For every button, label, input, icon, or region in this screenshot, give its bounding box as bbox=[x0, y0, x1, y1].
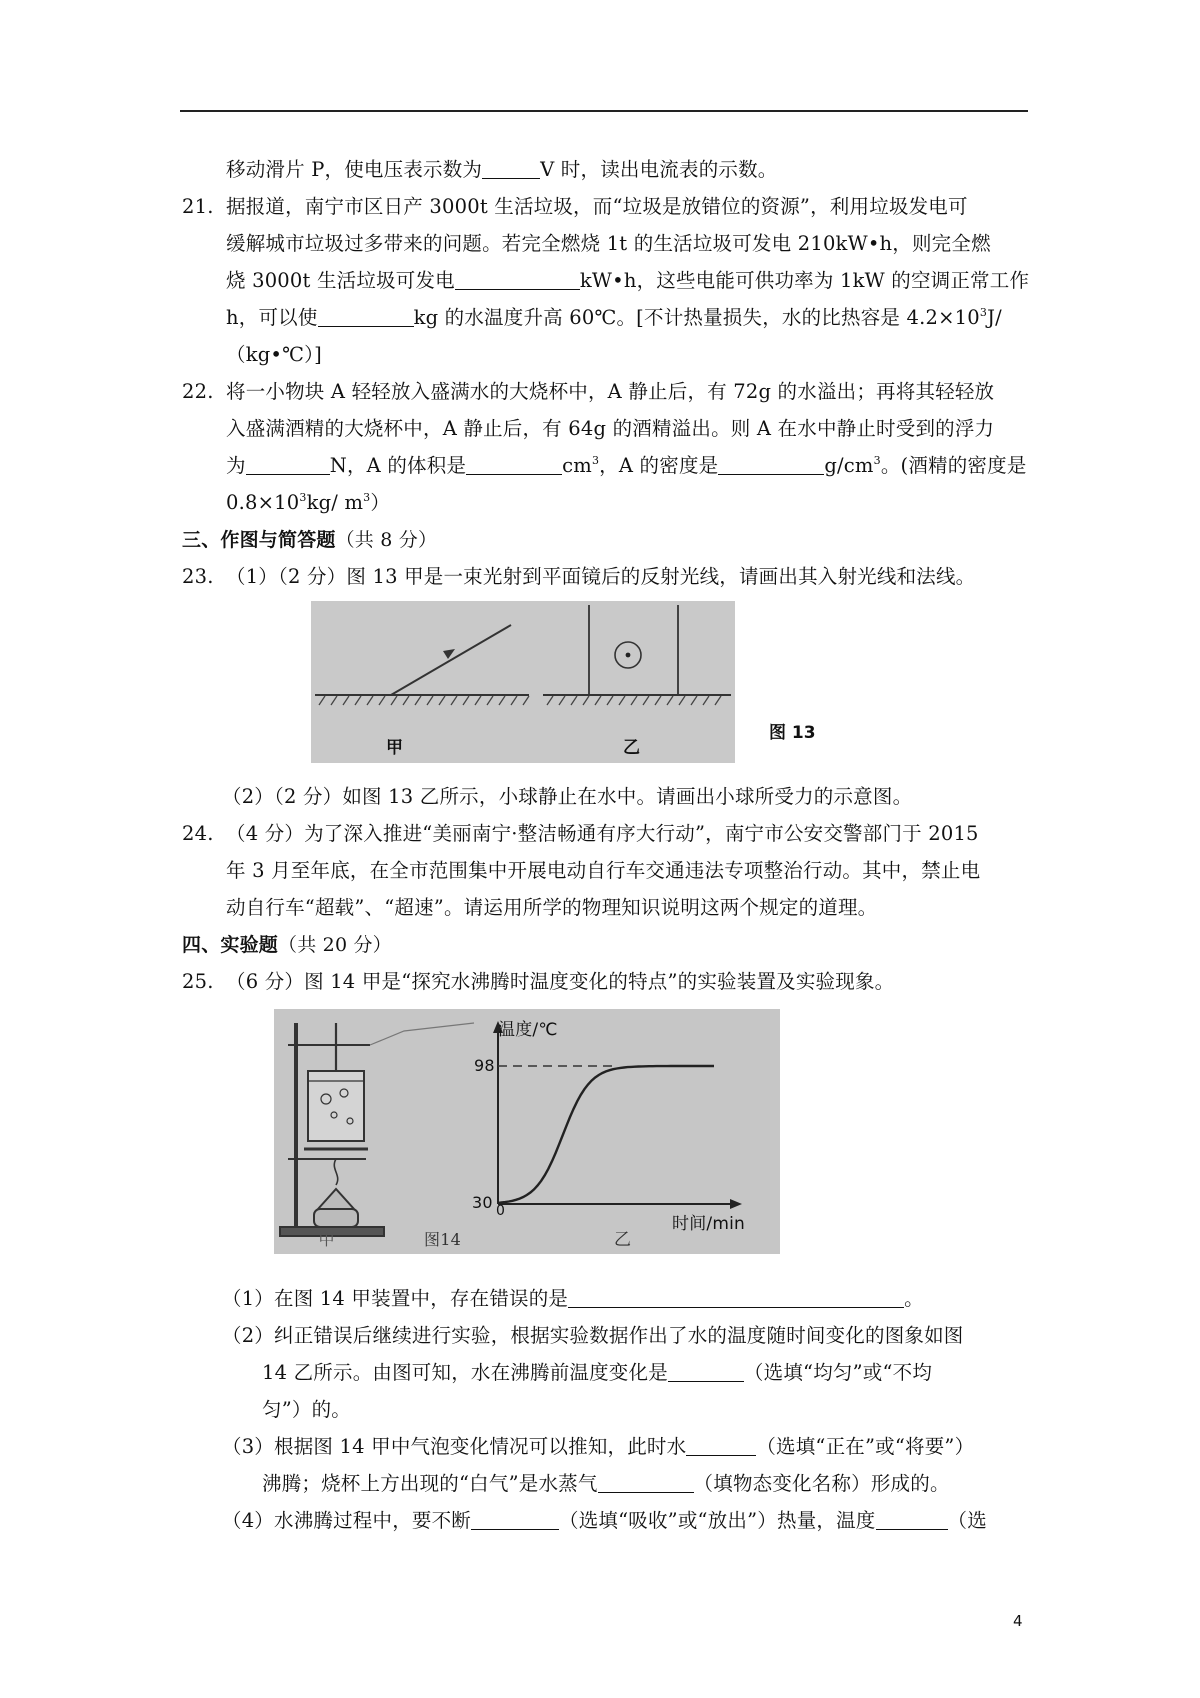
section3-heading bbox=[182, 527, 437, 553]
q21-l4-mid: kg 的水温度升高 60℃。[不计热量损失，水的比热容是 4.2×10 bbox=[413, 306, 980, 329]
figure-14-label-yi: 乙 bbox=[614, 1230, 632, 1250]
q22-l3-f: 。(酒精的密度是 bbox=[880, 454, 1027, 477]
figure-14 bbox=[274, 1009, 780, 1254]
figure-13-label-jia: 甲 bbox=[386, 738, 403, 758]
q22-l3-sup2: 3 bbox=[873, 454, 881, 467]
header-rule bbox=[180, 110, 1028, 112]
q25-sub2-line2 bbox=[262, 1360, 932, 1386]
figure-14-label-jia: 甲 bbox=[318, 1230, 336, 1250]
q25-blank-heat[interactable] bbox=[471, 1509, 559, 1530]
q22-l3-e: g/cm bbox=[824, 454, 874, 477]
y-tick-30: 30 bbox=[472, 1193, 493, 1212]
q24-line1: （4 分）为了深入推进“美丽南宁·整洁畅通有序大行动”，南宁市公安交警部门于 2015 bbox=[226, 822, 979, 845]
q25-s4-a: （4）水沸腾过程中，要不断 bbox=[222, 1509, 472, 1532]
q24-line2: 年 3 月至年底，在全市范围集中开展电动自行车交通违法专项整治行动。其中，禁止电 bbox=[226, 859, 981, 882]
q25-sub2-line1: （2）纠正错误后继续进行实验，根据实验数据作出了水的温度随时间变化的图象如图 bbox=[222, 1324, 964, 1347]
q22-blank-buoyancy[interactable] bbox=[246, 454, 330, 475]
ray-arrow bbox=[443, 649, 455, 659]
ball-center bbox=[626, 653, 631, 658]
q21-line5: （kg•℃）] bbox=[226, 343, 322, 366]
q21-blank-mass[interactable] bbox=[318, 306, 414, 327]
q25-sub3-line1 bbox=[222, 1434, 974, 1460]
page-number: 4 bbox=[1013, 1612, 1023, 1630]
q25-sub3-line2 bbox=[262, 1471, 950, 1497]
q22-l4-sup2: 3 bbox=[363, 491, 371, 504]
q25-s3l2-pre: 沸腾；烧杯上方出现的“白气”是水蒸气 bbox=[262, 1472, 598, 1495]
flame bbox=[334, 1159, 337, 1185]
q25-number: 25. bbox=[182, 970, 214, 993]
q25-blank-boiling[interactable] bbox=[686, 1435, 756, 1456]
q22-l3-d: ，A 的密度是 bbox=[599, 454, 719, 477]
q25-intro: （6 分）图 14 甲是“探究水沸腾时温度变化的特点”的实验装置及实验现象。 bbox=[226, 970, 895, 993]
x-axis-label: 时间/min bbox=[672, 1214, 745, 1234]
q25-s1-post: 。 bbox=[904, 1287, 924, 1310]
q22-line4 bbox=[226, 490, 390, 516]
section4-heading bbox=[182, 932, 392, 958]
q23-part2: （2）（2 分）如图 13 乙所示，小球静止在水中。请画出小球所受力的示意图。 bbox=[222, 785, 913, 808]
q21-l4-pre: h，可以使 bbox=[226, 306, 318, 329]
q21-line3 bbox=[226, 268, 1029, 294]
q25-sub1 bbox=[222, 1286, 924, 1312]
y-axis-label: 温度/℃ bbox=[498, 1020, 558, 1040]
y-tick-98: 98 bbox=[474, 1056, 495, 1075]
q25-blank-uniform[interactable] bbox=[668, 1361, 744, 1382]
q21-number: 21. bbox=[182, 195, 214, 218]
q22-l3-c: cm bbox=[562, 454, 592, 477]
q21-line4 bbox=[226, 305, 1002, 331]
q25-s3l2-post: （填物态变化名称）形成的。 bbox=[693, 1472, 950, 1495]
x-axis-arrow bbox=[730, 1199, 742, 1209]
q22-line3 bbox=[226, 453, 1027, 479]
q21-l4-post: J/ bbox=[987, 306, 1002, 329]
q21-line1: 据报道，南宁市区日产 3000t 生活垃圾，而“垃圾是放错位的资源”，利用垃圾发电可 bbox=[226, 195, 968, 218]
q22-blank-volume[interactable] bbox=[466, 454, 562, 475]
q25-s4-c: （选 bbox=[947, 1509, 987, 1532]
q20-tail-line bbox=[226, 157, 778, 183]
q22-l4-a: 0.8×10 bbox=[226, 491, 300, 514]
q25-s2-pre: 14 乙所示。由图可知，水在沸腾前温度变化是 bbox=[262, 1361, 668, 1384]
q23-part1: （1）（2 分）图 13 甲是一束光射到平面镜后的反射光线，请画出其入射光线和法线。 bbox=[226, 565, 976, 588]
q22-number: 22. bbox=[182, 380, 214, 403]
q22-l4-b: kg/ m bbox=[306, 491, 364, 514]
q21-l4-sup: 3 bbox=[979, 306, 988, 319]
q22-l3-sup1: 3 bbox=[591, 454, 600, 467]
section3-title: 三、作图与简答题 bbox=[182, 529, 336, 551]
q25-sub4 bbox=[222, 1508, 987, 1534]
alcohol-lamp-top bbox=[318, 1189, 354, 1209]
q25-blank-temperature[interactable] bbox=[876, 1509, 948, 1530]
reflected-ray bbox=[391, 625, 511, 695]
q20-blank[interactable] bbox=[482, 158, 540, 179]
apparatus bbox=[280, 1023, 474, 1236]
figure-13 bbox=[311, 601, 735, 763]
q24-line3: 动自行车“超载”、“超速”。请运用所学的物理知识说明这两个规定的道理。 bbox=[226, 896, 878, 919]
floor-hatching bbox=[547, 696, 721, 705]
q25-s3-post: （选填“正在”或“将要”） bbox=[756, 1435, 975, 1458]
q25-sub2-line3: 匀”）的。 bbox=[262, 1398, 351, 1421]
temperature-curve bbox=[498, 1066, 714, 1203]
q23-number: 23. bbox=[182, 565, 214, 588]
figure-13-label-yi: 乙 bbox=[623, 738, 640, 758]
alcohol-lamp-body bbox=[314, 1209, 358, 1227]
q25-blank-state-change[interactable] bbox=[598, 1472, 694, 1493]
origin-label: 0 bbox=[496, 1203, 506, 1219]
mirror-hatching bbox=[319, 696, 529, 705]
q21-line2: 缓解城市垃圾过多带来的问题。若完全燃烧 1t 的生活垃圾可发电 210kW•h，则完全燃 bbox=[226, 232, 991, 255]
q22-line1: 将一小物块 A 轻轻放入盛满水的大烧杯中，A 静止后，有 72g 的水溢出；再将其轻轻放 bbox=[226, 380, 995, 403]
q22-line2: 入盛满酒精的大烧杯中，A 静止后，有 64g 的酒精溢出。则 A 在水中静止时受到的浮力 bbox=[226, 417, 995, 440]
q22-blank-density[interactable] bbox=[718, 454, 824, 475]
q25-s3-pre: （3）根据图 14 甲中气泡变化情况可以推知，此时水 bbox=[222, 1435, 687, 1458]
q25-s4-b: （选填“吸收”或“放出”）热量，温度 bbox=[559, 1509, 876, 1532]
q25-s2-post: （选填“均匀”或“不均 bbox=[743, 1361, 933, 1384]
q25-blank-error[interactable] bbox=[568, 1287, 904, 1308]
q22-l3-b: N，A 的体积是 bbox=[329, 454, 467, 477]
q21-l3-post: kW•h，这些电能可供功率为 1kW 的空调正常工作 bbox=[579, 269, 1030, 292]
figure-13-drawing bbox=[311, 601, 735, 763]
q22-l3-a: 为 bbox=[226, 454, 246, 477]
section4-sub: （共 20 分） bbox=[278, 934, 392, 956]
white-vapor bbox=[370, 1023, 474, 1045]
q21-blank-energy[interactable] bbox=[455, 269, 580, 290]
section4-title: 四、实验题 bbox=[182, 934, 279, 956]
q22-l4-c: ） bbox=[370, 491, 391, 514]
figure-13-caption: 图 13 bbox=[769, 723, 816, 743]
section3-sub: （共 8 分） bbox=[335, 529, 438, 551]
q20-text-post: V 时，读出电流表的示数。 bbox=[540, 158, 778, 181]
q22-l4-sup1: 3 bbox=[299, 491, 307, 504]
q21-l3-pre: 烧 3000t 生活垃圾可发电 bbox=[226, 269, 455, 292]
figure-14-caption: 图14 bbox=[424, 1230, 461, 1249]
q24-number: 24. bbox=[182, 822, 214, 845]
q20-text-pre: 移动滑片 P，使电压表示数为 bbox=[226, 158, 483, 181]
q25-s1-pre: （1）在图 14 甲装置中，存在错误的是 bbox=[222, 1287, 569, 1310]
